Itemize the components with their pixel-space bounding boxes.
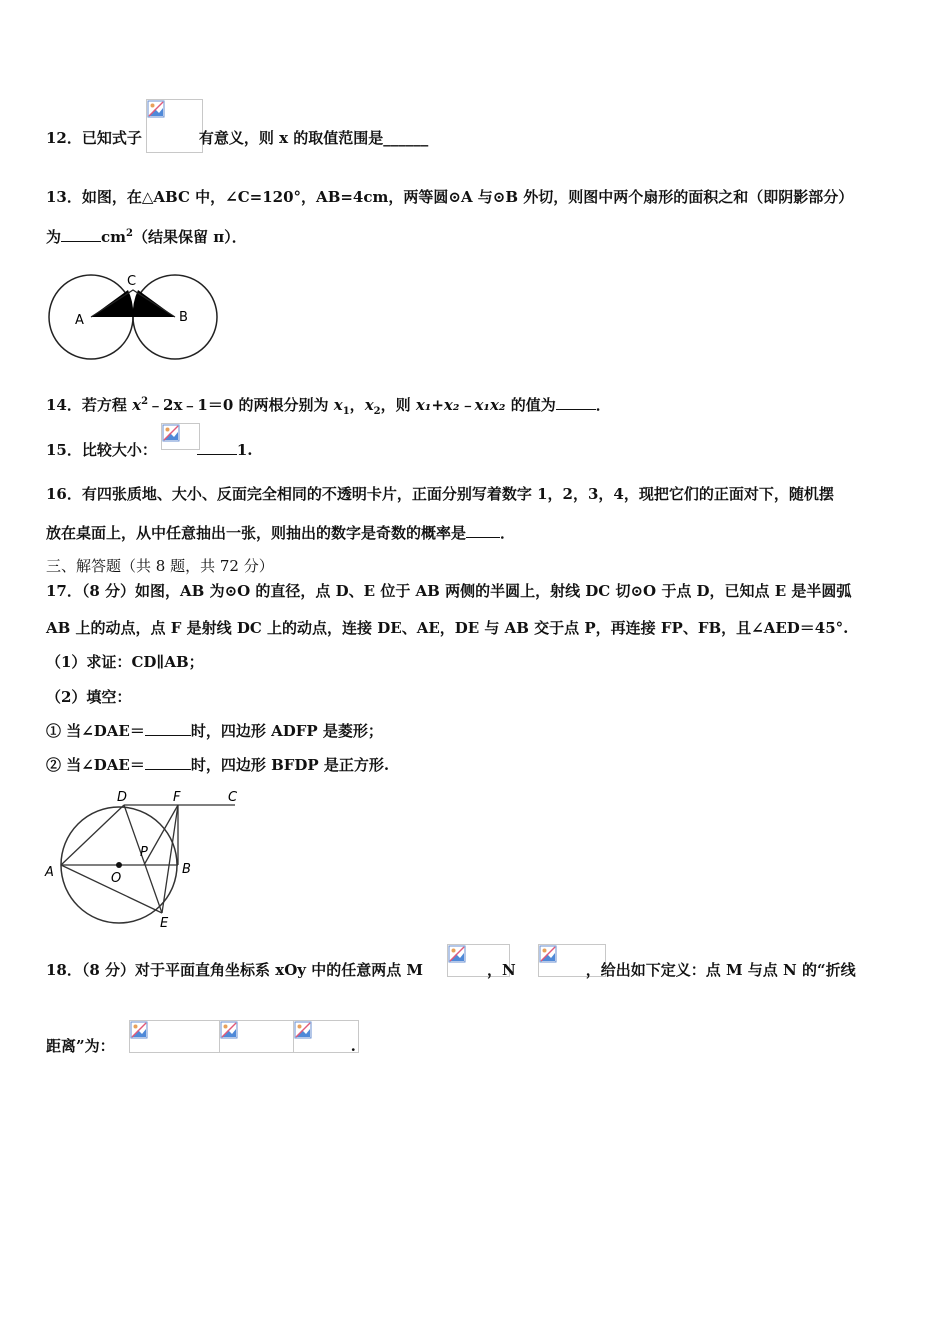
label-a: A [75,313,84,328]
q18-line1-pre: 18．（8 分）对于平面直角坐标系 xOy 中的任意两点 M [46,961,424,979]
q12-text-post: 有意义，则 x 的取值范围是 [198,129,384,147]
q16-answer-blank [466,523,500,538]
q17-sub2-blank [145,755,191,770]
q13-line2-post: （结果保留 π）． [133,228,247,246]
label-a: A [45,865,54,880]
q14-end: ． [595,396,611,414]
label-c: C [228,790,238,805]
q18-line2 [46,1036,356,1056]
q17-part2: （2）填空： [46,688,132,706]
q14-answer-blank [556,395,596,410]
q17-sub1-post: 时，四边形 ADFP 是菱形； [190,722,383,740]
q14-comma: ， [349,396,365,414]
label-e: E [160,916,169,931]
q13-unit: cm [101,228,127,246]
q14-line [46,392,611,422]
q12-number: 12． [46,129,82,147]
q13-line2-pre: 为 [46,228,62,246]
q14-expression: x₁+x₂﹣x₁x₂ [415,396,506,414]
q17-line2: AB 上的动点，点 F 是射线 DC 上的动点，连接 DE、AE，DE 与 AB 交于点 P，再连接 FP、FB，且∠AED＝45°. [46,619,849,637]
q17-sub1 [46,721,383,741]
q14-eq-x: x [132,396,142,414]
q16-line2 [46,523,515,543]
q13-line2 [46,224,247,247]
q18-line1-mid: ，N [487,961,516,979]
label-f: F [173,790,181,805]
q13-figure [44,268,224,368]
q14-mid: 的两根分别为 [233,396,334,414]
q17-sub1-blank [145,721,191,736]
label-o: O [111,871,122,886]
q17-sub2 [46,755,389,775]
q13-unit-sup: 2 [126,228,133,239]
q17-line1: 17．（8 分）如图，AB 为⊙O 的直径，点 D、E 位于 AB 两侧的半圆上，射线 DC 切⊙O 于点 D，已知点 E 是半圆弧 [46,582,852,600]
q16-end: ． [500,524,516,542]
label-p: P [140,845,148,860]
q18-line2-pre: 距离”为： [46,1037,115,1055]
q14-x2-sub: 2 [373,406,381,417]
q17-sub2-post: 时，四边形 BFDP 是正方形. [190,756,390,774]
q14-eq-rest: ﹣2x﹣1＝0 [148,396,234,414]
q14-then: ，则 [380,396,416,414]
q14-post: 的值为 [505,396,556,414]
q18-line1-post: ，给出如下定义：点 M 与点 N 的“折线 [585,961,856,979]
q12-line [46,128,428,148]
q17-sub1-pre: ① 当∠DAE＝ [46,722,145,740]
section-3-heading: 三、解答题（共 8 题，共 72 分） [46,557,274,575]
q12-blank: ______ [383,129,429,147]
q17-sub2-pre: ② 当∠DAE＝ [46,756,145,774]
q16-line2-text: 放在桌面上，从中任意抽出一张，则抽出的数字是奇数的概率是 [46,524,467,542]
broken-image-icon [147,100,165,118]
q17-figure [42,786,247,931]
segment-fe [162,805,178,913]
q14-eq-sup: 2 [141,396,149,407]
label-b: B [179,310,188,325]
q17-part1: （1）求证：CD∥AB； [46,653,204,671]
q14-x1-sub: 1 [342,406,350,417]
q15-answer-blank [197,440,237,455]
q18-line1 [46,960,856,980]
q16-line1: 16．有四张质地、大小、反面完全相同的不透明卡片，正面分别写着数字 1，2，3，4，现把它们的正面对下，随机摆 [46,485,834,503]
label-d: D [117,790,128,805]
q15-post: 1. [236,441,253,459]
q14-x2: x [364,396,374,414]
q14-x1: x [333,396,343,414]
q13-line1: 13．如图，在△ABC 中，∠C=120°，AB=4cm，两等圆⊙A 与⊙B 外切，则图中两个扇形的面积之和（即阴影部分） [46,188,854,206]
center-o-dot [116,862,122,868]
label-c: C [127,274,137,289]
q13-answer-blank [61,227,101,242]
q15-line [46,440,253,460]
q14-pre: 14．若方程 [46,396,133,414]
q12-text-pre: 已知式子 [81,129,142,147]
q15-pre: 15．比较大小： [46,441,157,459]
label-b: B [182,862,191,877]
q18-line2-end: . [350,1037,356,1055]
